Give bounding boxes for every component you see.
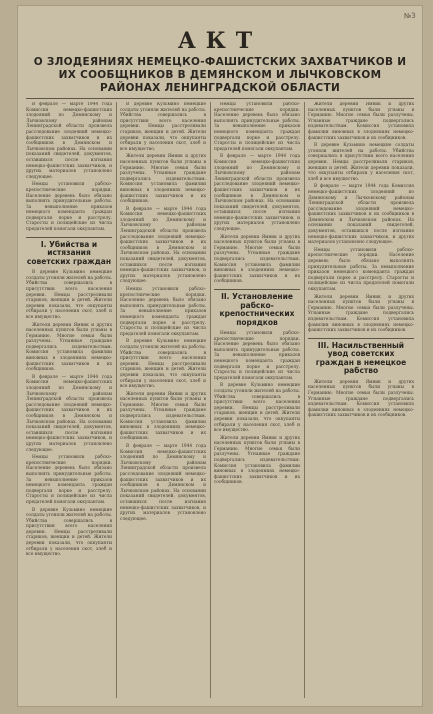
column-text: Жители деревни Ямник и других населенных пунктов были угнаны в Германию. Многие семьи были разлучены. Угнанные граждане подвергались издевательствам. Комиссия установила фамилии виновных в злодеяниях немецко-фашистских захватчиков и их сообщников. bbox=[308, 102, 414, 141]
document-subtitle: О ЗЛОДЕЯНИЯХ НЕМЕЦКО-ФАШИСТСКИХ ЗАХВАТЧИКОВ И ИХ СООБЩНИКОВ В ДЕМЯНСКОМ И ЛЫЧКОВСКОМ РАЙОНАХ ЛЕНИНГРАДСКОЙ ОБЛАСТИ bbox=[33, 56, 407, 94]
column-text: В деревне Кузьмино немецкие солдаты угоняли жителей на работы. Убийства совершались в присутствии всего населения деревни. Немцы расстреливали стариков, женщин и детей. Жители деревни показали, что оккупанты отбирали у населения скот, хлеб и все имущество. bbox=[26, 270, 112, 320]
section-heading-1: I. Убийства и истязания советских граждан bbox=[26, 237, 112, 267]
column-2 bbox=[120, 102, 206, 698]
archive-stamp: №3 bbox=[404, 11, 417, 21]
column-text: В деревне Кузьмино немецкие солдаты угоняли жителей на работы. Убийства совершались в присутствии всего населения деревни. Немцы расстреливали стариков, женщин и детей. Жители деревни показали, что оккупанты отбирали у населения скот, хлеб и все имущество. bbox=[214, 383, 300, 434]
column-text: Жители деревни Ямник и других населенных пунктов были угнаны в Германию. Многие семьи были разлучены. Угнанные граждане подвергались издевательствам. Комиссия установила фамилии виновных в злодеяниях немецко-фашистских захватчиков и их сообщников. bbox=[214, 234, 300, 285]
column-text: Жители деревни Ямник и других населенных пунктов были угнаны в Германию. Многие семьи были разлучены. Угнанные граждане подвергались издевательствам. Комиссия установила фамилии виновных в злодеяниях немецко-фашистских захватчиков и их сообщников. bbox=[308, 294, 414, 334]
newspaper-page bbox=[18, 6, 422, 706]
column-text: В феврале — марте 1944 года Комиссия немецко-фашистских злодеяний по Демянскому и Лычковскому районам Ленинградской области произвела расследование злодеяний немецко-фашистских захватчиков и их сообщников в Демянском и Лычковском районах. На основании показаний свидетелей, документов, оставшихся после изгнания немецко-фашистских захватчиков, и других материалов установлено следующее. bbox=[308, 184, 414, 246]
column-text: В феврале — марте 1944 года Комиссия немецко-фашистских злодеяний по Демянскому и Лычковскому районам Ленинградской области произвела расследование злодеяний немецко-фашистских захватчиков и их сообщников в Демянском и Лычковском районах. На основании показаний свидетелей, документов, оставшихся после изгнания немецко-фашистских захватчиков, и других материалов установлено следующее. bbox=[214, 154, 300, 233]
column-text: Немцы установили рабско-крепостнические порядки. Население деревень было обязано выполнять принудительные работы. За невыполнение приказов немецкого коменданта граждан подвергали порке и расстрелу. Старосты и полицейские из числа предателей помогали оккупантам. bbox=[214, 102, 300, 152]
document-title: АКТ bbox=[177, 28, 263, 54]
section-heading-3: III. Насильственный увод советских граждан в немецкое рабство bbox=[308, 338, 414, 376]
column-text: Жители деревни Ямник и других населенных пунктов были угнаны в Германию. Многие семьи были разлучены. Угнанные граждане подвергались издевательствам. Комиссия установила фамилии виновных в злодеяниях немецко-фашистских захватчиков и их сообщников. bbox=[120, 154, 206, 205]
column-divider bbox=[210, 102, 211, 698]
header-rule bbox=[26, 98, 414, 99]
column-text: В деревне Кузьмино немецкие солдаты угоняли жителей на работы. Убийства совершались в присутствии всего населения деревни. Немцы расстреливали стариков, женщин и детей. Жители деревни показали, что оккупанты отбирали у населения скот, хлеб и все имущество. bbox=[26, 507, 112, 558]
column-divider bbox=[116, 102, 117, 698]
column-text: В деревне Кузьмино немецкие солдаты угоняли жителей на работы. Убийства совершались в присутствии всего населения деревни. Немцы расстреливали стариков, женщин и детей. Жители деревни показали, что оккупанты отбирали у населения скот, хлеб и все имущество. bbox=[120, 339, 206, 390]
column-text: Немцы установили рабско-крепостнические порядки. Население деревень было обязано выполнять принудительные работы. За невыполнение приказов немецкого коменданта граждан подвергали порке и расстрелу. Старосты и полицейские из числа предателей помогали оккупантам. bbox=[120, 287, 206, 337]
column-text: В деревне Кузьмино немецкие солдаты угоняли жителей на работы. Убийства совершались в присутствии всего населения деревни. Немцы расстреливали стариков, женщин и детей. Жители деревни показали, что оккупанты отбирали у населения скот, хлеб и все имущество. bbox=[308, 143, 414, 182]
column-text: Немцы установили рабско-крепостнические порядки. Население деревень было обязано выполнять принудительные работы. За невыполнение приказов немецкого коменданта граждан подвергали порке и расстрелу. Старосты и полицейские из числа предателей помогали оккупантам. bbox=[26, 455, 112, 505]
column-text: В деревне Кузьмино немецкие солдаты угоняли жителей на работы. Убийства совершались в присутствии всего населения деревни. Немцы расстреливали стариков, женщин и детей. Жители деревни показали, что оккупанты отбирали у населения скот, хлеб и все имущество. bbox=[120, 102, 206, 152]
column-text: Жители деревни Ямник и других населенных пунктов были угнаны в Германию. Многие семьи были разлучены. Угнанные граждане подвергались издевательствам. Комиссия установила фамилии виновных в злодеяниях немецко-фашистских захватчиков и их сообщников. bbox=[214, 435, 300, 486]
column-3 bbox=[214, 102, 300, 698]
column-4 bbox=[308, 102, 414, 698]
column-1 bbox=[26, 102, 112, 698]
column-text: В феврале — марте 1944 года Комиссия немецко-фашистских злодеяний по Демянскому и Лычковскому районам Ленинградской области произвела расследование злодеяний немецко-фашистских захватчиков и их сообщников в Демянском и Лычковском районах. На основании показаний свидетелей, документов, оставшихся после изгнания немецко-фашистских захватчиков, и других материалов установлено следующее. bbox=[120, 444, 206, 522]
column-text: Жители деревни Ямник и других населенных пунктов были угнаны в Германию. Многие семьи были разлучены. Угнанные граждане подвергались издевательствам. Комиссия установила фамилии виновных в злодеяниях немецко-фашистских захватчиков и их сообщников. bbox=[120, 391, 206, 442]
column-text: Немцы установили рабско-крепостнические порядки. Население деревень было обязано выполнять принудительные работы. За невыполнение приказов немецкого коменданта граждан подвергали порке и расстрелу. Старосты и полицейские из числа предателей помогали оккупантам. bbox=[26, 182, 112, 233]
section-heading-2: II. Установление рабско-крепостнических порядков bbox=[214, 289, 300, 327]
column-text: В феврале — марте 1944 года Комиссия немецко-фашистских злодеяний по Демянскому и Лычковскому районам Ленинградской области произвела расследование злодеяний немецко-фашистских захватчиков и их сообщников в Демянском и Лычковском районах. На основании показаний свидетелей, документов, оставшихся после изгнания немецко-фашистских захватчиков, и других материалов установлено следующее. bbox=[26, 102, 112, 180]
column-divider bbox=[304, 102, 305, 698]
column-text: Жители деревни Ямник и других населенных пунктов были угнаны в Германию. Многие семьи были разлучены. Угнанные граждане подвергались издевательствам. Комиссия установила фамилии виновных в злодеяниях немецко-фашистских захватчиков и их сообщников. bbox=[26, 322, 112, 373]
column-text: В феврале — марте 1944 года Комиссия немецко-фашистских злодеяний по Демянскому и Лычковскому районам Ленинградской области произвела расследование злодеяний немецко-фашистских захватчиков и их сообщников в Демянском и Лычковском районах. На основании показаний свидетелей, документов, оставшихся после изгнания немецко-фашистских захватчиков, и других материалов установлено следующее. bbox=[120, 206, 206, 285]
column-text: Немцы установили рабско-крепостнические порядки. Население деревень было обязано выполнять принудительные работы. За невыполнение приказов немецкого коменданта граждан подвергали порке и расстрелу. Старосты и полицейские из числа предателей помогали оккупантам. bbox=[308, 247, 414, 292]
column-text: Жители деревни Ямник и других населенных пунктов были угнаны в Германию. Многие семьи были разлучены. Угнанные граждане подвергались издевательствам. Комиссия установила фамилии виновных в злодеяниях немецко-фашистских захватчиков и их сообщников. bbox=[308, 379, 414, 419]
column-text: Немцы установили рабско-крепостнические порядки. Население деревень было обязано выполнять принудительные работы. За невыполнение приказов немецкого коменданта граждан подвергали порке и расстрелу. Старосты и полицейские из числа предателей помогали оккупантам. bbox=[214, 331, 300, 381]
column-text: В феврале — марте 1944 года Комиссия немецко-фашистских злодеяний по Демянскому и Лычковскому районам Ленинградской области произвела расследование злодеяний немецко-фашистских захватчиков и их сообщников в Демянском и Лычковском районах. На основании показаний свидетелей, документов, оставшихся после изгнания немецко-фашистских захватчиков, и других материалов установлено следующее. bbox=[26, 374, 112, 453]
